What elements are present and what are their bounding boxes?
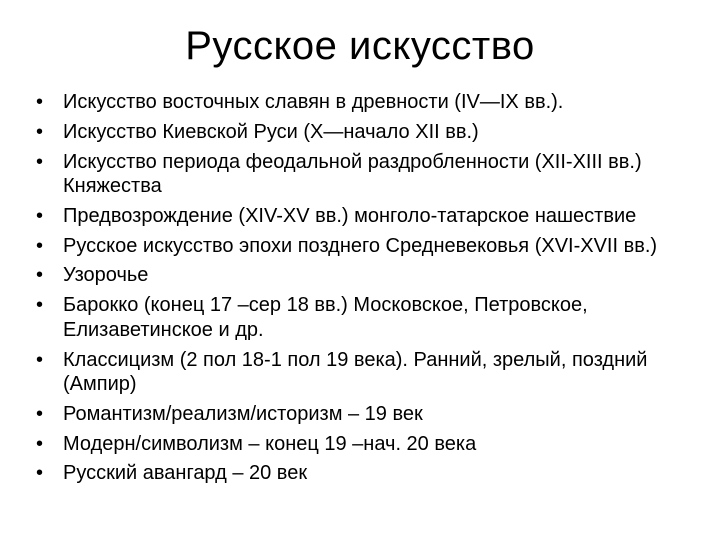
bullet-icon: • (36, 264, 44, 287)
bullet-icon: • (36, 402, 44, 425)
bullet-icon: • (36, 204, 44, 227)
bullet-icon: • (36, 348, 44, 371)
list-item-text: Предвозрождение (XIV-XV вв.) монголо-татарское нашествие (63, 204, 637, 227)
list-item-text: Русское искусство эпохи позднего Средневековья (XVI-XVII вв.) (63, 234, 658, 257)
list-item (36, 150, 712, 199)
bullet-list (36, 90, 712, 491)
list-item (36, 120, 712, 145)
list-item-text: Искусство Киевской Руси (X—начало XII вв.) (63, 120, 479, 143)
bullet-icon: • (36, 150, 44, 173)
list-item-text: Классицизм (2 пол 18-1 пол 19 века). Ранний, зрелый, поздний (Ампир) (63, 348, 648, 396)
list-item (36, 263, 712, 288)
list-item (36, 432, 712, 457)
list-item (36, 402, 712, 427)
list-item-text: Модерн/символизм – конец 19 –нач. 20 века (63, 432, 477, 455)
list-item (36, 204, 712, 229)
list-item (36, 461, 712, 486)
list-item-text: Русский авангард – 20 век (63, 462, 308, 485)
bullet-icon: • (36, 462, 44, 485)
list-item (36, 234, 712, 259)
slide-title: Русское искусство (185, 24, 535, 68)
list-item-text: Барокко (конец 17 –сер 18 вв.) Московское, Петровское, Елизаветинское и др. (63, 294, 588, 341)
list-item-text: Искусство восточных славян в древности (IV—IX вв.). (63, 91, 564, 113)
list-item (36, 348, 712, 397)
bullet-icon: • (36, 91, 44, 113)
list-item (36, 90, 712, 115)
list-item (36, 293, 712, 342)
list-item-text: Романтизм/реализм/историзм – 19 век (63, 402, 423, 425)
bullet-icon: • (36, 294, 44, 317)
bullet-icon: • (36, 234, 44, 257)
bullet-icon: • (36, 120, 44, 143)
list-item-text: Узорочье (63, 264, 149, 287)
bullet-icon: • (36, 432, 44, 455)
list-item-text: Искусство периода феодальной раздробленности (XII-XIII вв.) Княжества (63, 150, 642, 198)
